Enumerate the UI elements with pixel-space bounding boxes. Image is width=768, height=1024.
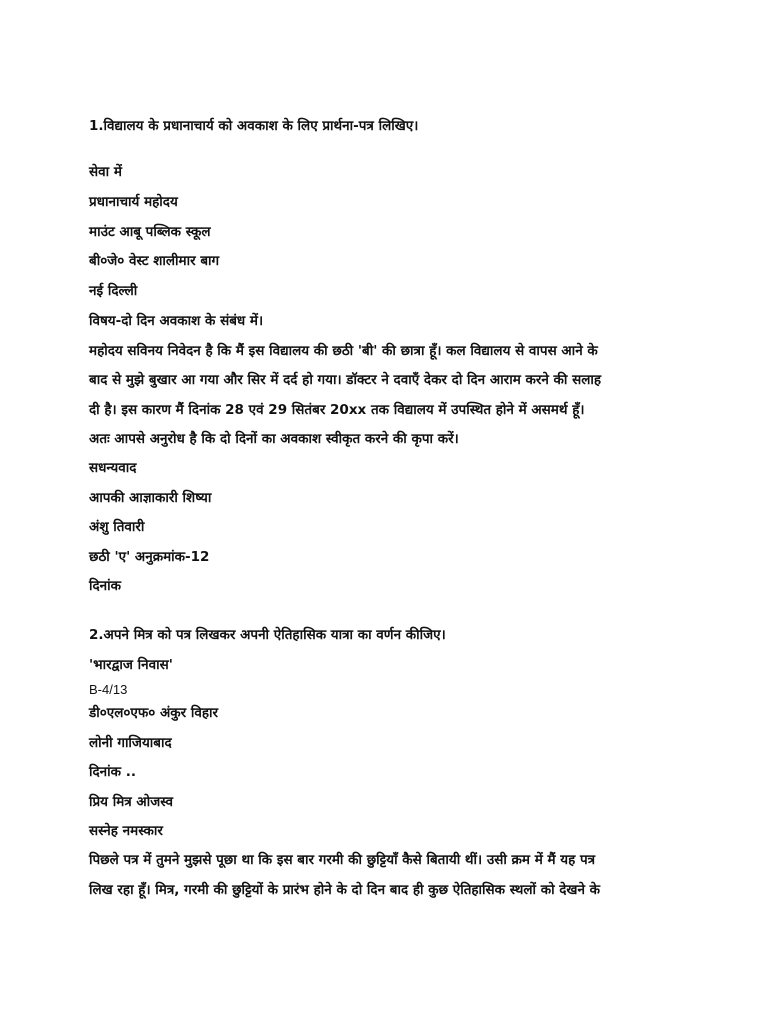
school-address: बी०जे० वेस्ट शालीमार बाग (89, 253, 220, 269)
letter-date: दिनांक (89, 578, 122, 594)
sender-class-roll: छठी 'ए' अनुक्रमांक-12 (89, 549, 210, 565)
letter-body-line: दी है। इस कारण मैं दिनांक 28 एवं 29 सितंबर 20xx तक विद्यालय में उपस्थित होने में असमर्थ हूँ। (89, 402, 585, 418)
sender-name: अंशु तिवारी (89, 519, 145, 535)
letter-signoff: आपकी आज्ञाकारी शिष्या (89, 490, 212, 506)
letter-body-line: अतः आपसे अनुरोध है कि दो दिनों का अवकाश स्वीकृत करने की कृपा करें। (89, 431, 459, 447)
sender-house-number: B-4/13 (89, 682, 128, 697)
sender-address: डी०एल०एफ० अंकुर विहार (89, 705, 219, 721)
letter-recipient: प्रधानाचार्य महोदय (89, 194, 178, 210)
school-city: नई दिल्ली (89, 283, 138, 299)
letter-body-line: लिख रहा हूँ। मित्र, गरमी की छुट्टियों के प्रारंभ होने के दो दिन बाद ही कुछ ऐतिहासिक स्थलों को देखने के (89, 882, 601, 898)
letter-body-line: पिछले पत्र में तुमने मुझसे पूछा था कि इस बार गरमी की छुट्टियाँ कैसे बितायी थीं। उसी क्रम में मैं यह पत्र (89, 852, 596, 868)
letter-date: दिनांक .. (89, 764, 136, 780)
question-1-heading: 1.विद्यालय के प्रधानाचार्य को अवकाश के लिए प्रार्थना-पत्र लिखिए। (89, 118, 419, 134)
letter-salutation: प्रिय मित्र ओजस्व (89, 794, 174, 810)
letter-body-line: महोदय सविनय निवेदन है कि मैं इस विद्यालय की छठी 'बी' की छात्रा हूँ। कल विद्यालय से वापस आने के (89, 343, 598, 359)
letter-subject: विषय-दो दिन अवकाश के संबंध में। (89, 313, 264, 329)
letter-greeting: सस्नेह नमस्कार (89, 823, 163, 839)
question-2-heading: 2.अपने मित्र को पत्र लिखकर अपनी ऐतिहासिक यात्रा का वर्णन कीजिए। (89, 627, 446, 643)
letter-to: सेवा में (89, 164, 122, 180)
sender-house: 'भारद्वाज निवास' (89, 657, 173, 673)
school-name: माउंट आबू पब्लिक स्कूल (89, 224, 211, 240)
letter-closing: सधन्यवाद (89, 460, 137, 476)
sender-city: लोनी गाजियाबाद (89, 735, 172, 751)
letter-body-line: बाद से मुझे बुखार आ गया और सिर में दर्द हो गया। डॉक्टर ने दवाएँ देकर दो दिन आराम करने की सलाह (89, 372, 602, 388)
